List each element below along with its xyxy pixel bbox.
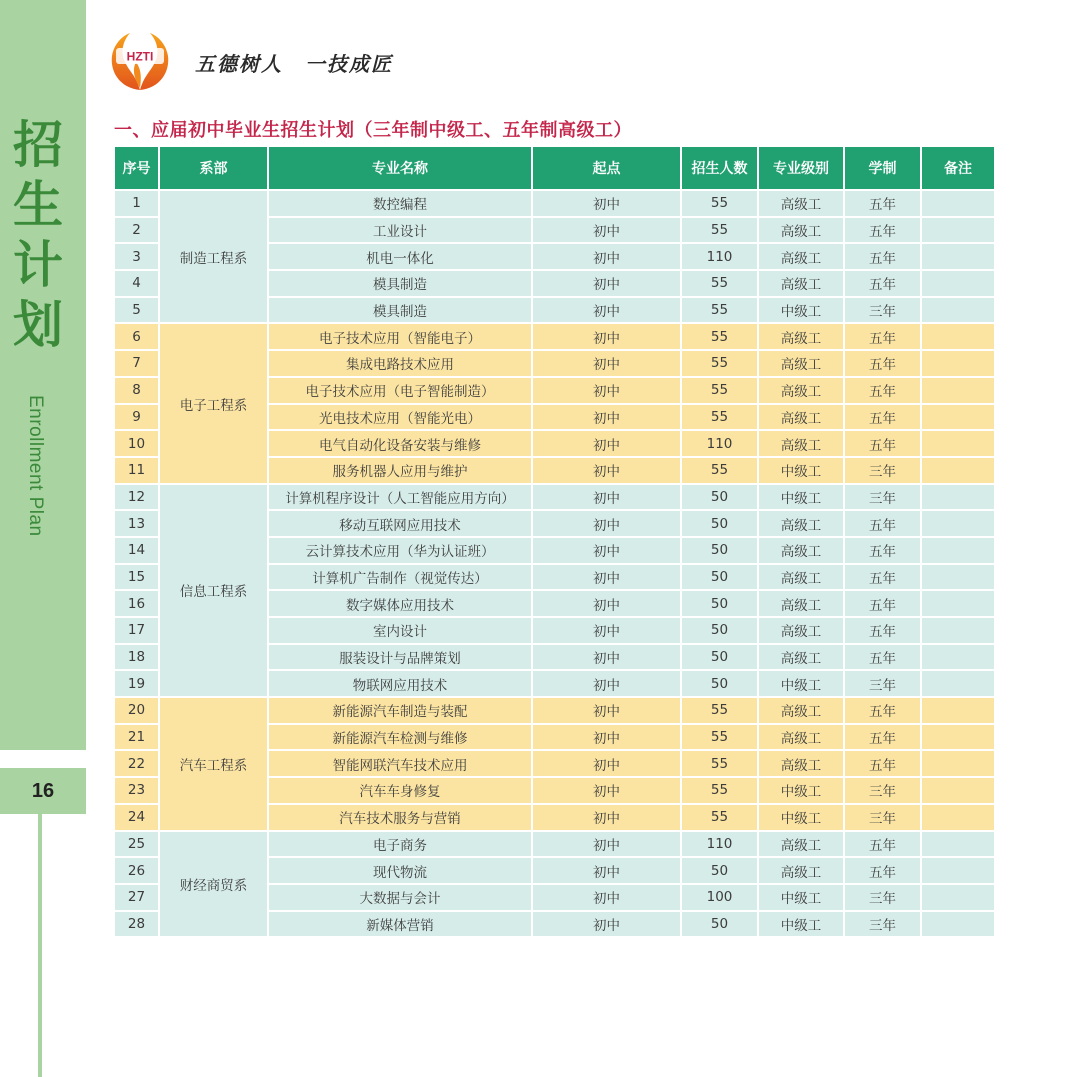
cell-index: 6 [114,323,159,350]
cell-duration: 五年 [844,217,921,244]
cell-level: 高级工 [758,217,844,244]
cell-level: 中级工 [758,911,844,938]
cell-start-level: 初中 [532,804,681,831]
cell-level: 高级工 [758,831,844,858]
cell-enrollment: 55 [681,190,758,217]
cell-level: 高级工 [758,323,844,350]
cell-start-level: 初中 [532,377,681,404]
cell-major: 电子商务 [268,831,532,858]
cell-duration: 三年 [844,777,921,804]
cell-index: 1 [114,190,159,217]
cell-start-level: 初中 [532,857,681,884]
cell-start-level: 初中 [532,831,681,858]
cell-start-level: 初中 [532,430,681,457]
cell-level: 高级工 [758,430,844,457]
cell-notes [921,350,995,377]
cell-enrollment: 110 [681,243,758,270]
cell-major: 集成电路技术应用 [268,350,532,377]
cell-major: 智能网联汽车技术应用 [268,750,532,777]
cell-notes [921,510,995,537]
cell-start-level: 初中 [532,644,681,671]
cell-level: 高级工 [758,857,844,884]
cell-duration: 五年 [844,644,921,671]
cell-start-level: 初中 [532,323,681,350]
cell-notes [921,484,995,511]
school-logo [108,30,172,92]
cell-notes [921,297,995,324]
cell-level: 高级工 [758,243,844,270]
cell-major: 计算机广告制作（视觉传达） [268,564,532,591]
cell-start-level: 初中 [532,484,681,511]
cell-enrollment: 55 [681,270,758,297]
cell-major: 机电一体化 [268,243,532,270]
cell-department: 制造工程系 [159,190,268,323]
cell-index: 22 [114,750,159,777]
slogan: 五德树人 一技成匠 [195,52,393,76]
cell-enrollment: 50 [681,484,758,511]
cell-notes [921,911,995,938]
cell-index: 12 [114,484,159,511]
cell-notes [921,430,995,457]
cell-index: 25 [114,831,159,858]
cell-start-level: 初中 [532,590,681,617]
cell-duration: 三年 [844,911,921,938]
cell-duration: 五年 [844,724,921,751]
cell-major: 室内设计 [268,617,532,644]
cell-major: 模具制造 [268,270,532,297]
header-start-level: 起点 [532,146,681,190]
cell-enrollment: 50 [681,857,758,884]
header-duration: 学制 [844,146,921,190]
cell-major: 云计算技术应用（华为认证班） [268,537,532,564]
sidebar-title-char: 划 [13,295,63,354]
cell-duration: 五年 [844,323,921,350]
cell-index: 27 [114,884,159,911]
table-row [114,323,995,350]
cell-major: 大数据与会计 [268,884,532,911]
sidebar-title-char: 招 [13,115,63,174]
cell-notes [921,457,995,484]
cell-major: 新能源汽车检测与维修 [268,724,532,751]
cell-notes [921,644,995,671]
cell-major: 工业设计 [268,217,532,244]
cell-major: 数字媒体应用技术 [268,590,532,617]
cell-major: 电气自动化设备安装与维修 [268,430,532,457]
cell-major: 物联网应用技术 [268,670,532,697]
table-header-row [114,146,995,190]
cell-duration: 五年 [844,510,921,537]
cell-start-level: 初中 [532,750,681,777]
cell-start-level: 初中 [532,537,681,564]
sidebar-title [10,115,66,355]
cell-duration: 五年 [844,831,921,858]
cell-level: 中级工 [758,804,844,831]
cell-notes [921,831,995,858]
cell-notes [921,537,995,564]
cell-enrollment: 55 [681,457,758,484]
cell-enrollment: 55 [681,804,758,831]
cell-start-level: 初中 [532,404,681,431]
cell-index: 14 [114,537,159,564]
cell-index: 2 [114,217,159,244]
cell-enrollment: 50 [681,644,758,671]
cell-index: 28 [114,911,159,938]
cell-duration: 三年 [844,297,921,324]
cell-level: 中级工 [758,884,844,911]
cell-duration: 五年 [844,750,921,777]
cell-enrollment: 55 [681,323,758,350]
cell-major: 汽车车身修复 [268,777,532,804]
logo-text: HZTI [126,49,154,64]
cell-level: 高级工 [758,510,844,537]
cell-enrollment: 55 [681,217,758,244]
cell-duration: 三年 [844,670,921,697]
cell-level: 高级工 [758,724,844,751]
cell-level: 高级工 [758,350,844,377]
cell-duration: 五年 [844,243,921,270]
cell-duration: 三年 [844,804,921,831]
cell-level: 高级工 [758,377,844,404]
cell-notes [921,724,995,751]
cell-level: 高级工 [758,697,844,724]
cell-start-level: 初中 [532,190,681,217]
cell-duration: 五年 [844,697,921,724]
header-department: 系部 [159,146,268,190]
cell-level: 高级工 [758,644,844,671]
cell-department: 财经商贸系 [159,831,268,938]
cell-duration: 五年 [844,190,921,217]
cell-start-level: 初中 [532,884,681,911]
cell-level: 高级工 [758,404,844,431]
table-row [114,190,995,217]
table-row [114,484,995,511]
cell-index: 13 [114,510,159,537]
cell-index: 17 [114,617,159,644]
sidebar [0,0,86,750]
cell-notes [921,564,995,591]
cell-duration: 三年 [844,457,921,484]
enrollment-table [113,145,996,938]
cell-enrollment: 55 [681,697,758,724]
cell-enrollment: 55 [681,297,758,324]
cell-start-level: 初中 [532,911,681,938]
header-level: 专业级别 [758,146,844,190]
cell-level: 中级工 [758,457,844,484]
cell-index: 21 [114,724,159,751]
cell-index: 23 [114,777,159,804]
cell-level: 高级工 [758,537,844,564]
cell-major: 汽车技术服务与营销 [268,804,532,831]
cell-level: 高级工 [758,190,844,217]
cell-index: 16 [114,590,159,617]
cell-index: 15 [114,564,159,591]
cell-index: 26 [114,857,159,884]
cell-start-level: 初中 [532,617,681,644]
cell-index: 20 [114,697,159,724]
cell-enrollment: 55 [681,404,758,431]
cell-start-level: 初中 [532,350,681,377]
cell-duration: 五年 [844,590,921,617]
cell-duration: 三年 [844,484,921,511]
cell-level: 高级工 [758,617,844,644]
cell-enrollment: 50 [681,564,758,591]
cell-major: 光电技术应用（智能光电） [268,404,532,431]
cell-enrollment: 50 [681,510,758,537]
cell-duration: 五年 [844,857,921,884]
cell-notes [921,617,995,644]
cell-duration: 五年 [844,537,921,564]
cell-notes [921,670,995,697]
page-number: 16 [0,768,86,814]
cell-level: 高级工 [758,590,844,617]
cell-enrollment: 100 [681,884,758,911]
cell-enrollment: 50 [681,537,758,564]
cell-level: 高级工 [758,750,844,777]
cell-start-level: 初中 [532,243,681,270]
cell-major: 模具制造 [268,297,532,324]
cell-index: 4 [114,270,159,297]
header-index: 序号 [114,146,159,190]
cell-enrollment: 55 [681,750,758,777]
cell-major: 新媒体营销 [268,911,532,938]
cell-major: 移动互联网应用技术 [268,510,532,537]
cell-notes [921,750,995,777]
cell-start-level: 初中 [532,270,681,297]
cell-duration: 五年 [844,430,921,457]
cell-enrollment: 55 [681,377,758,404]
cell-start-level: 初中 [532,564,681,591]
cell-enrollment: 110 [681,430,758,457]
cell-major: 数控编程 [268,190,532,217]
cell-duration: 五年 [844,617,921,644]
cell-level: 中级工 [758,777,844,804]
sidebar-line [38,814,42,1077]
cell-start-level: 初中 [532,457,681,484]
cell-enrollment: 55 [681,724,758,751]
cell-start-level: 初中 [532,217,681,244]
sidebar-title-char: 计 [13,235,63,294]
cell-department: 信息工程系 [159,484,268,698]
cell-notes [921,697,995,724]
cell-notes [921,323,995,350]
cell-duration: 五年 [844,377,921,404]
section-title: 一、应届初中毕业生招生计划（三年制中级工、五年制高级工） [114,120,632,141]
cell-level: 高级工 [758,270,844,297]
cell-duration: 五年 [844,270,921,297]
cell-notes [921,857,995,884]
cell-index: 19 [114,670,159,697]
cell-enrollment: 55 [681,350,758,377]
cell-level: 中级工 [758,670,844,697]
header-major: 专业名称 [268,146,532,190]
cell-level: 中级工 [758,297,844,324]
cell-index: 8 [114,377,159,404]
cell-index: 10 [114,430,159,457]
cell-index: 3 [114,243,159,270]
sidebar-subtitle: Enrollment Plan [25,395,46,537]
cell-start-level: 初中 [532,777,681,804]
cell-notes [921,243,995,270]
cell-notes [921,270,995,297]
cell-major: 服务机器人应用与维护 [268,457,532,484]
cell-level: 中级工 [758,484,844,511]
cell-duration: 五年 [844,564,921,591]
cell-enrollment: 50 [681,590,758,617]
cell-index: 5 [114,297,159,324]
cell-notes [921,377,995,404]
sidebar-title-char: 生 [13,175,63,234]
cell-department: 电子工程系 [159,323,268,483]
cell-notes [921,217,995,244]
table-row [114,697,995,724]
cell-duration: 三年 [844,884,921,911]
cell-duration: 五年 [844,404,921,431]
cell-enrollment: 50 [681,670,758,697]
table-row [114,831,995,858]
cell-enrollment: 50 [681,911,758,938]
cell-major: 新能源汽车制造与装配 [268,697,532,724]
cell-index: 9 [114,404,159,431]
cell-notes [921,590,995,617]
cell-enrollment: 110 [681,831,758,858]
cell-major: 电子技术应用（智能电子） [268,323,532,350]
cell-notes [921,404,995,431]
cell-major: 服装设计与品牌策划 [268,644,532,671]
cell-enrollment: 50 [681,617,758,644]
cell-notes [921,190,995,217]
cell-index: 11 [114,457,159,484]
cell-start-level: 初中 [532,697,681,724]
cell-duration: 五年 [844,350,921,377]
cell-start-level: 初中 [532,297,681,324]
cell-index: 7 [114,350,159,377]
cell-department: 汽车工程系 [159,697,268,830]
cell-start-level: 初中 [532,724,681,751]
cell-major: 电子技术应用（电子智能制造） [268,377,532,404]
header-enrollment: 招生人数 [681,146,758,190]
cell-notes [921,777,995,804]
cell-notes [921,884,995,911]
cell-major: 计算机程序设计（人工智能应用方向） [268,484,532,511]
cell-enrollment: 55 [681,777,758,804]
cell-start-level: 初中 [532,670,681,697]
cell-notes [921,804,995,831]
cell-level: 高级工 [758,564,844,591]
cell-major: 现代物流 [268,857,532,884]
header-notes: 备注 [921,146,995,190]
table-body [114,190,995,937]
cell-start-level: 初中 [532,510,681,537]
cell-index: 18 [114,644,159,671]
cell-index: 24 [114,804,159,831]
